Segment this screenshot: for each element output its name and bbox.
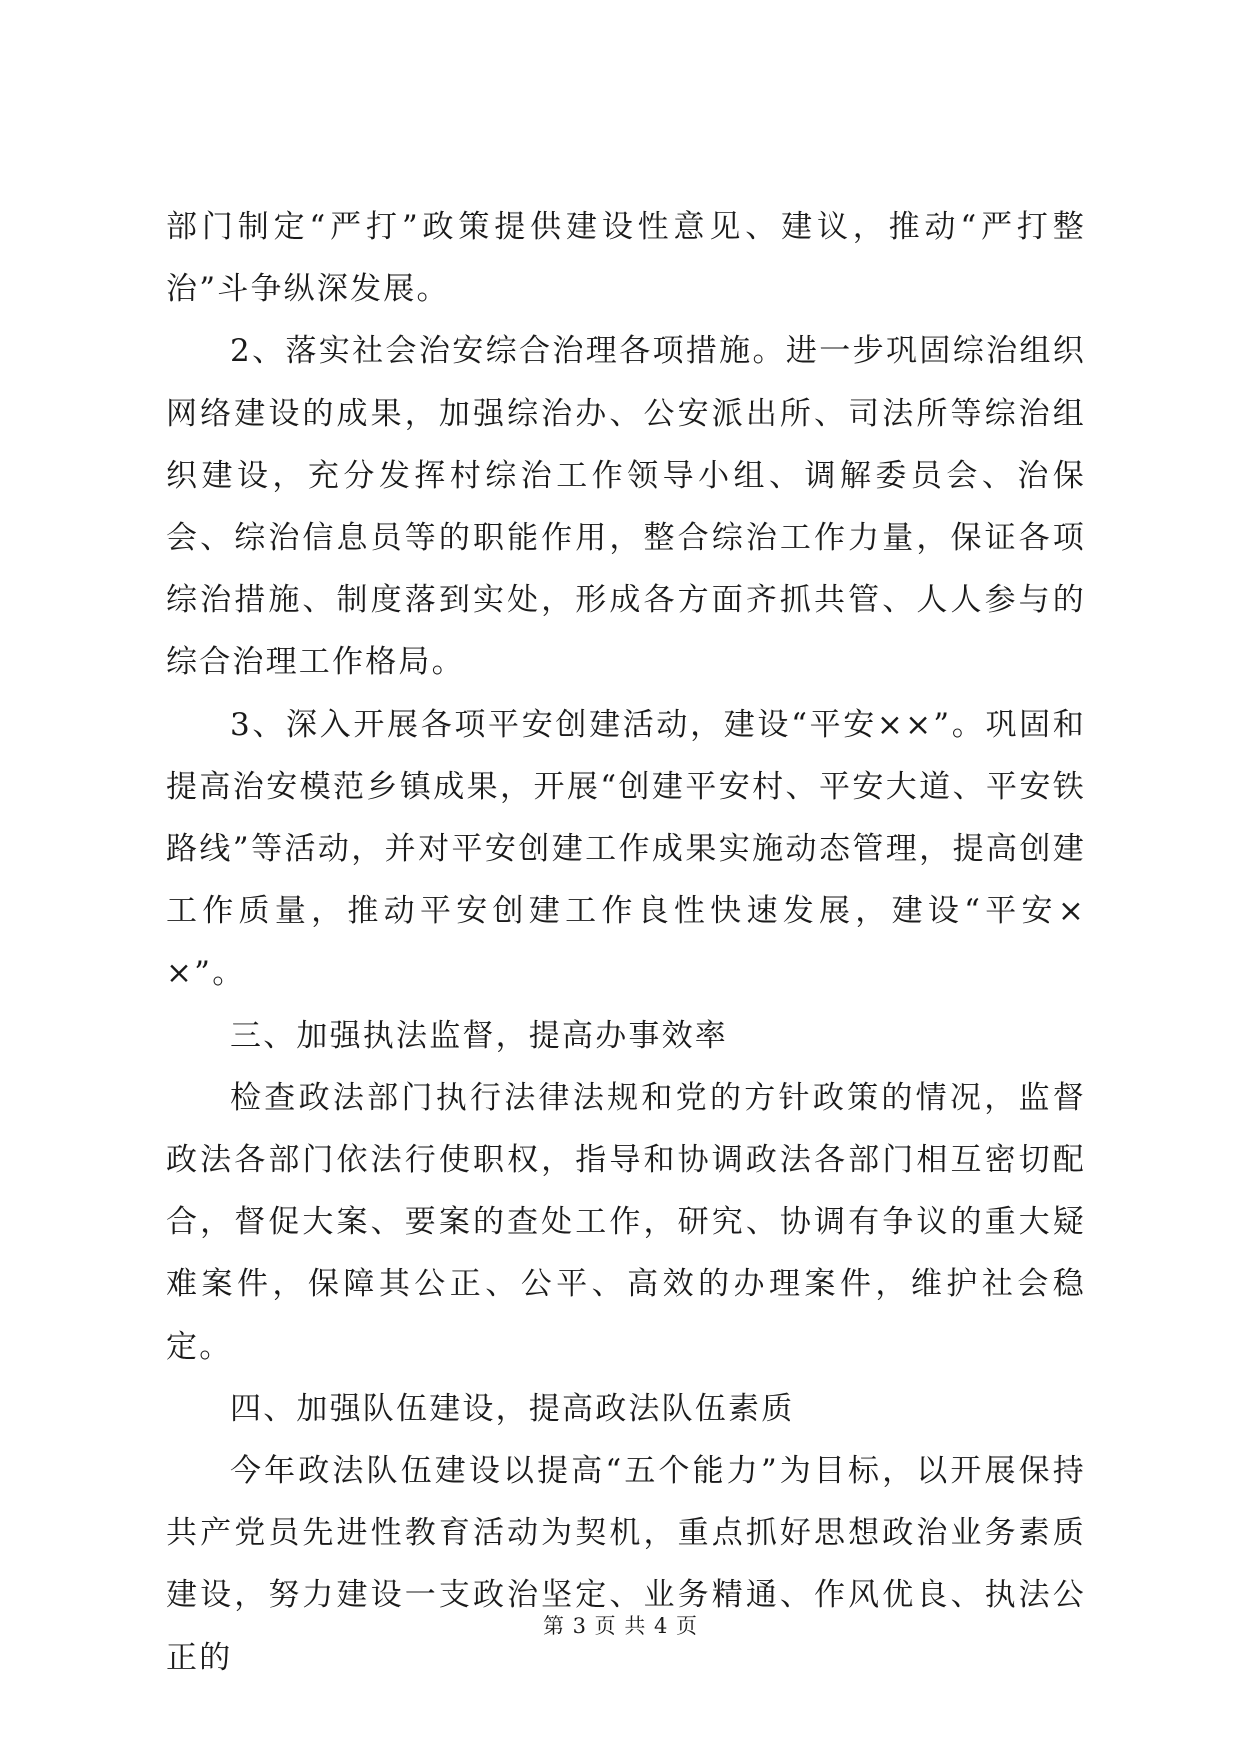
page-number-label: 第 3 页 共 4 页 (542, 1614, 699, 1638)
paragraph-item-3: 3、深入开展各项平安创建活动，建设“平安××”。巩固和提高治安模范乡镇成果，开展“创建平安村、平安大道、平安铁路线”等活动，并对平安创建工作成果实施动态管理，提高创建工作质量，推动平安创建工作良性快速发展，建设“平安××”。 (166, 706, 1086, 992)
document-body (166, 196, 1086, 1689)
paragraph-section-3: 检查政法部门执行法律法规和党的方针政策的情况，监督政法各部门依法行使职权，指导和协调政法各部门相互密切配合，督促大案、要案的查处工作，研究、协调有争议的重大疑难案件，保障其公正、公平、高效的办理案件，维护社会稳定。 (166, 1079, 1086, 1365)
page-footer (0, 1610, 1241, 1640)
section-heading-3: 三、加强执法监督，提高办事效率 (230, 1017, 728, 1054)
section-heading-4: 四、加强队伍建设，提高政法队伍素质 (230, 1390, 795, 1427)
paragraph-section-4: 今年政法队伍建设以提高“五个能力”为目标，以开展保持共产党员先进性教育活动为契机，重点抓好思想政治业务素质建设，努力建设一支政治坚定、业务精通、作风优良、执法公正的 (166, 1453, 1086, 1676)
paragraph-continued: 部门制定“严打”政策提供建设性意见、建议，推动“严打整治”斗争纵深发展。 (166, 209, 1086, 308)
paragraph-item-2: 2、落实社会治安综合治理各项措施。进一步巩固综治组织网络建设的成果，加强综治办、公安派出所、司法所等综治组织建设，充分发挥村综治工作领导小组、调解委员会、治保会、综治信息员等的职能作用，整合综治工作力量，保证各项综治措施、制度落到实处，形成各方面齐抓共管、人人参与的综合治理工作格局。 (166, 333, 1086, 681)
